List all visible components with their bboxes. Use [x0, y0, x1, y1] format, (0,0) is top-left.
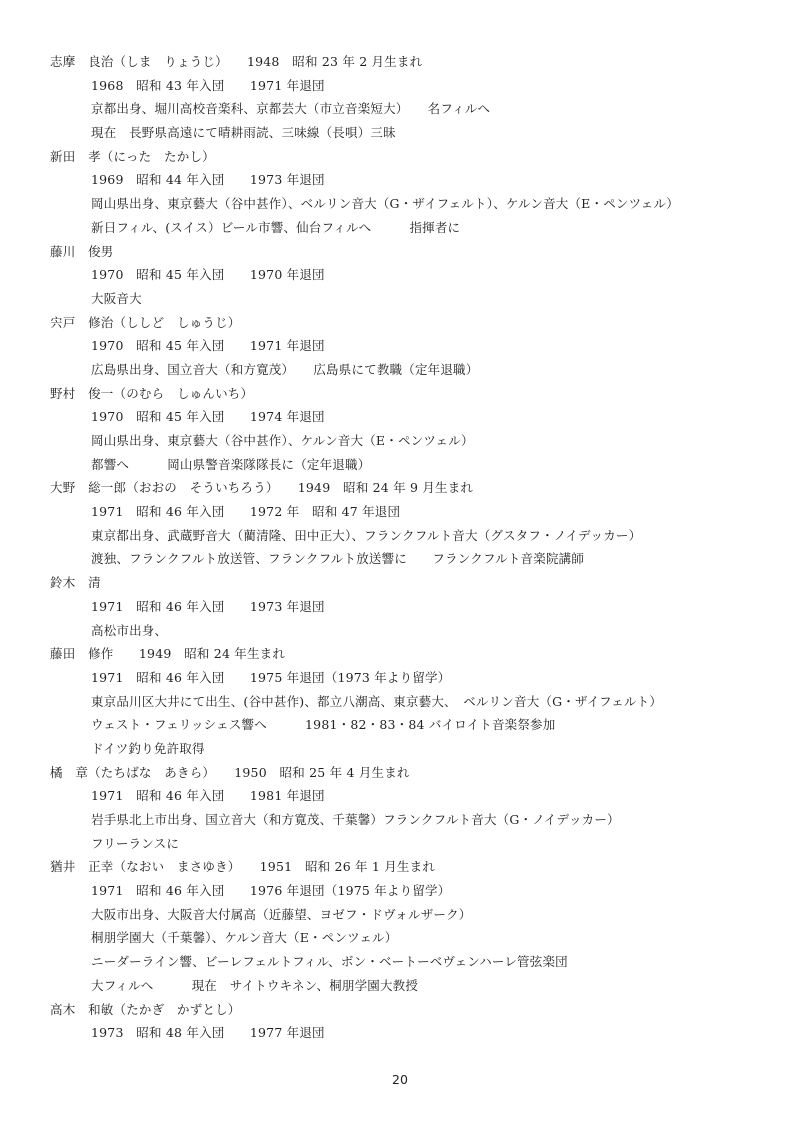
member-detail-line: 高松市出身、 — [91, 622, 168, 638]
member-name-line: 志摩 良治（しま りょうじ） 1948 昭和 23 年 2 月生まれ — [50, 54, 423, 69]
member-entry-list — [50, 50, 770, 1045]
member-detail-line: 岡山県出身、東京藝大（谷中甚作）、ケルン音大（E・ペンツェル） — [91, 433, 474, 448]
member-detail-line: 1970 昭和 45 年入団 1970 年退団 — [91, 267, 325, 283]
member-entry — [50, 240, 770, 311]
member-entry — [50, 642, 770, 760]
member-name-line: 鈴木 清 — [50, 575, 101, 591]
member-detail-line: 岩手県北上市出身、国立音大（和方寛茂、千葉馨）フランクフルト音大（G・ノイデッカー） — [91, 812, 620, 827]
member-detail-line: 1969 昭和 44 年入団 1973 年退団 — [91, 172, 325, 188]
member-detail-line: 新日フィル、(スイス）ビール市響、仙台フィルへ 指揮者に — [91, 219, 461, 235]
member-entry — [50, 50, 770, 145]
member-entry — [50, 855, 770, 997]
member-detail-line: 1971 昭和 46 年入団 1975 年退団（1973 年より留学） — [91, 669, 451, 685]
member-name-line: 藤田 修作 1949 昭和 24 年生まれ — [50, 646, 286, 662]
member-detail-line: 1971 昭和 46 年入団 1972 年 昭和 47 年退団 — [91, 504, 401, 520]
member-entry — [50, 382, 770, 477]
member-detail-line: 1971 昭和 46 年入団 1973 年退団 — [91, 598, 325, 614]
member-name-line: 野村 俊一（のむら しゅんいち） — [50, 385, 254, 401]
member-detail-line: ドイツ釣り免許取得 — [91, 740, 205, 756]
member-detail-line: ウェスト・フェリッシェス響へ 1981・82・83・84 バイロイト音楽祭参加 — [91, 717, 556, 733]
member-detail-line: 現在 長野県高遠にて晴耕雨読、三味線（長唄）三昧 — [91, 125, 396, 141]
member-detail-line: 1973 昭和 48 年入団 1977 年退団 — [91, 1025, 325, 1041]
member-detail-line: 大フィルへ 現在 サイトウキネン、桐朋学園大教授 — [91, 977, 419, 993]
member-entry — [50, 761, 770, 856]
member-detail-line: 1971 昭和 46 年入団 1981 年退団 — [91, 788, 325, 804]
member-detail-line: 京都出身、堀川高校音楽科、京都芸大（市立音楽短大） 名フィルへ — [91, 101, 491, 117]
member-detail-line: 東京都出身、武蔵野音大（藺清隆、田中正大）、フランクフルト音大（グスタフ・ノイデッカー） — [91, 527, 642, 543]
member-name-line: 大野 総一郎（おおの そういちろう） 1949 昭和 24 年 9 月生まれ — [50, 480, 474, 496]
member-entry — [50, 311, 770, 382]
member-detail-line: 桐朋学園大（千葉馨）、ケルン音大（E・ペンツェル） — [91, 930, 398, 946]
member-detail-line: 東京品川区大井にて出生、(谷中甚作)、都立八潮高、東京藝大、 ベルリン音大（G・ザイフェルト） — [91, 693, 663, 709]
member-name-line: 藤川 俊男 — [50, 243, 114, 259]
member-detail-line: 渡独、フランクフルト放送管、フランクフルト放送響に フランクフルト音楽院講師 — [91, 551, 585, 567]
member-detail-line: 都響へ 岡山県警音楽隊隊長に（定年退職） — [91, 456, 371, 472]
member-detail-line: 大阪市出身、大阪音大付属高（近藤望、ヨゼフ・ドヴォルザーク） — [91, 906, 472, 922]
member-detail-line: 1971 昭和 46 年入団 1976 年退団（1975 年より留学） — [91, 883, 451, 899]
member-entry — [50, 998, 770, 1045]
member-entry — [50, 145, 770, 240]
page-number: 20 — [392, 1072, 408, 1087]
member-detail-line: ニーダーライン響、ビーレフェルトフィル、ボン・ベートーベヴェンハーレ管弦楽団 — [91, 954, 568, 970]
member-detail-line: 1970 昭和 45 年入団 1974 年退団 — [91, 409, 325, 425]
member-detail-line: 1968 昭和 43 年入団 1971 年退団 — [91, 77, 325, 93]
member-detail-line: 大阪音大 — [91, 290, 142, 306]
member-detail-line: 岡山県出身、東京藝大（谷中甚作）、ベルリン音大（G・ザイフェルト）、ケルン音大（E・ペンツェル） — [91, 196, 679, 212]
member-detail-line: フリーランスに — [91, 835, 180, 851]
member-name-line: 宍戸 修治（ししど しゅうじ） — [50, 314, 241, 330]
member-name-line: 高木 和敏（たかぎ かずとし） — [50, 1001, 241, 1017]
member-detail-line: 1970 昭和 45 年入団 1971 年退団 — [91, 338, 325, 354]
member-detail-line: 広島県出身、国立音大（和方寛茂） 広島県にて教職（定年退職） — [91, 361, 479, 377]
member-entry — [50, 476, 770, 571]
member-name-line: 橘 章（たちばな あきら） 1950 昭和 25 年 4 月生まれ — [50, 764, 410, 780]
member-name-line: 猶井 正幸（なおい まさゆき） 1951 昭和 26 年 1 月生まれ — [50, 859, 436, 875]
member-name-line: 新田 孝（にった たかし） — [50, 148, 215, 164]
member-entry — [50, 571, 770, 642]
